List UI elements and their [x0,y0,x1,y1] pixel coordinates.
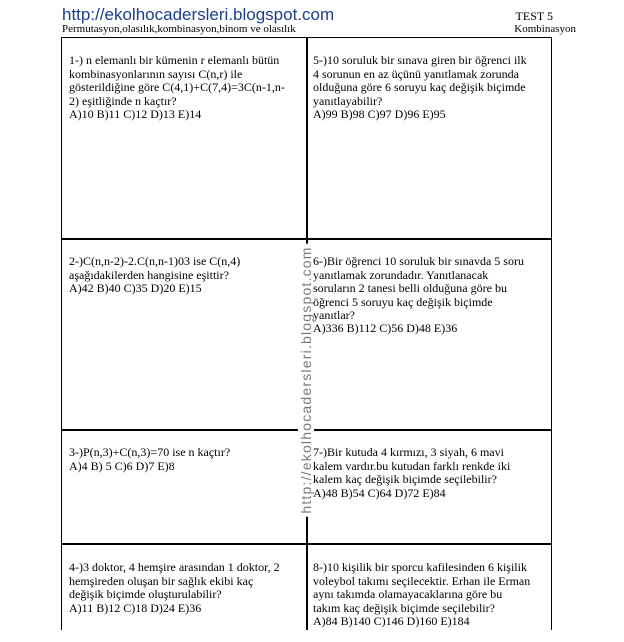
topics-line: Permutasyon,olasılık,kombinasyon,binom ve olasılık [62,23,296,35]
question-choices: A)42 B)40 C)35 D)20 E)15 [69,281,202,296]
question-text: 5-)10 soruluk bir sınava giren bir öğrenci ilk 4 sorunun en az üçünü yanıtlamak zorunda olduğuna göre 6 soruyu kaç değişik biçimde yanıtlayabilir? [313,53,527,108]
question-choices: A)99 B)98 C)97 D)96 E)95 [313,107,446,122]
question-text: 1-) n elemanlı bir kümenin r elemanlı bütün kombinasyonlarının sayısı C(n,r) ile gösterildiğine göre C(4,1)+C(7,4)=3C(n-1,n- 2) eşitliğinde n kaçtır? [69,53,285,108]
question-1 [69,41,303,135]
question-4 [69,548,303,628]
row-divider [61,543,552,545]
category-label: Kombinasyon [514,23,576,35]
test-number: TEST 5 [515,9,553,23]
question-text: 8-)10 kişilik bir sporcu kafilesinden 6 kişilik voleybol takımı seçilecektir. Erhan ile Erman aynı takımda olamayacaklarına göre bu takım kaç değişik biçimde seçilebilir? [313,560,531,615]
question-8 [313,548,549,642]
question-text: 3-)P(n,3)+C(n,3)=70 ise n kaçtır? [69,445,231,460]
question-text: 6-)Bir öğrenci 10 soruluk bir sınavda 5 soru yanıtlamak zorundadır. Yanıtlanacak soruların 2 tanesi belli olduğuna göre bu öğrenci 5 soruyu kaç değişik biçimde yanıtlar? [313,254,524,323]
question-text: 2-)C(n,n-2)-2.C(n,n-1)03 ise C(n,4) aşağıdakilerden hangisine eşittir? [69,254,241,282]
question-2 [69,242,303,309]
question-3 [69,433,303,487]
site-url: http://ekolhocadersleri.blogspot.com [62,5,335,24]
question-text: 4-)3 doktor, 4 hemşire arasından 1 doktor, 2 hemşireden oluşan bir sağlık ekibi kaç değişik biçimde oluşturulabilir? [69,560,280,602]
question-choices: A)48 B)54 C)64 D)72 E)84 [313,485,446,500]
question-choices: A)11 B)12 C)18 D)24 E)36 [69,600,202,615]
question-choices: A)4 B) 5 C)6 D)7 E)8 [69,458,175,473]
watermark-text: http://ekolhocadersleri.blogspot.com [298,243,314,516]
row-divider [61,238,552,240]
question-5 [313,41,549,135]
question-6 [313,242,549,349]
question-choices: A)10 B)11 C)12 D)13 E)14 [69,107,202,122]
question-text: 7-)Bir kutuda 4 kırmızı, 3 siyah, 6 mavi kalem vardır.bu kutudan farklı renkde iki kalem kaç değişik biçimde seçilebilir? [313,445,511,487]
question-choices: A)336 B)112 C)56 D)48 E)36 [313,321,458,336]
question-7 [313,433,549,513]
question-choices: A)84 B)140 C)146 D)160 E)184 [313,614,470,629]
